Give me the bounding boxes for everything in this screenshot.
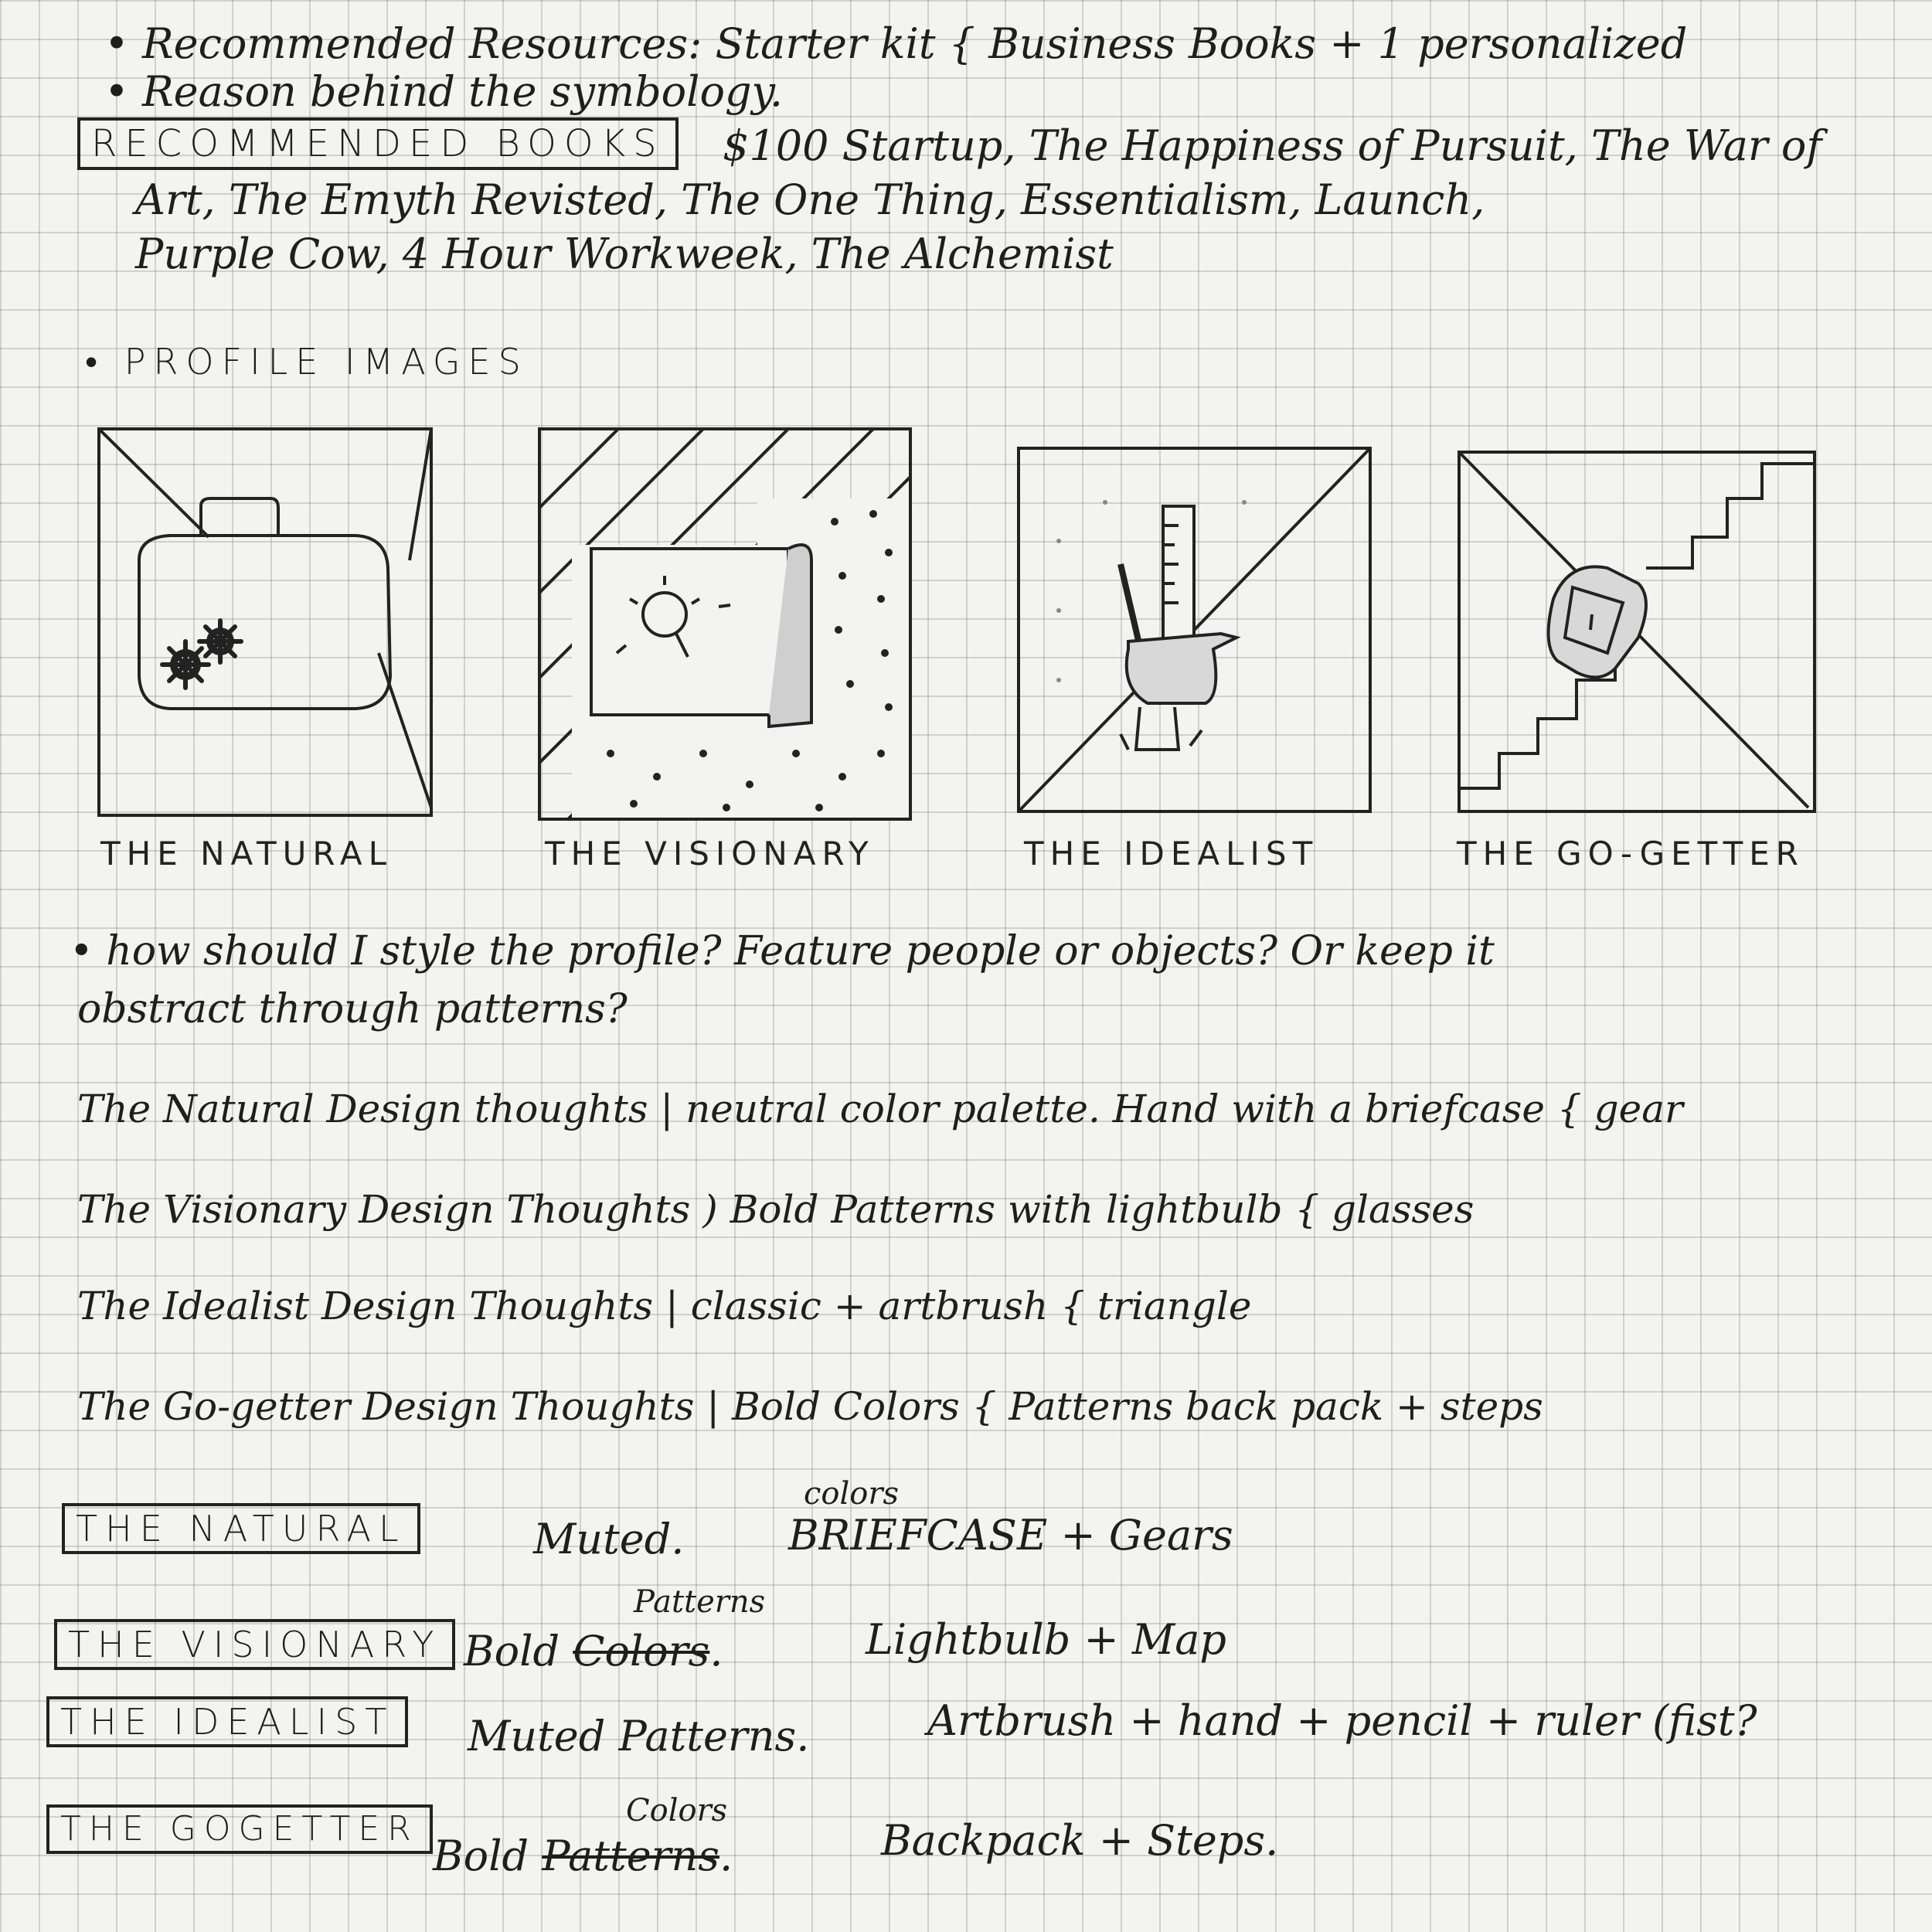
caption-gogetter: THE GO-GETTER	[1457, 835, 1804, 872]
summary-note-natural: colors	[804, 1476, 900, 1512]
summary-struck-gogetter: Patterns	[542, 1832, 719, 1880]
summary-style-post-visionary: .	[709, 1627, 723, 1675]
summary-objects-idealist: Artbrush + hand + pencil + ruler (fist?	[927, 1696, 1757, 1745]
design-thoughts-idealist: The Idealist Design Thoughts | classic + artbrush { triangle	[77, 1284, 1252, 1328]
bullet-symbology: • Reason behind the symbology.	[104, 67, 784, 116]
fist-icon	[1127, 634, 1236, 703]
books-line-1: $100 Startup, The Happiness of Pursuit, The War of	[723, 121, 1822, 170]
idealist-profile-sketch	[1012, 440, 1376, 819]
summary-objects-gogetter: Backpack + Steps.	[881, 1816, 1279, 1865]
summary-style-gogetter	[433, 1832, 733, 1880]
question-line-1: • how should I style the profile? Feature people or objects? Or keep it	[70, 928, 1495, 975]
bullet-resources: • Recommended Resources: Starter kit { Business Books + 1 personalized	[104, 19, 1688, 68]
summary-label-gogetter: THE GOGETTER	[46, 1804, 433, 1854]
books-line-3: Purple Cow, 4 Hour Workweek, The Alchemist	[135, 230, 1114, 278]
design-thoughts-gogetter: The Go-getter Design Thoughts | Bold Colors { Patterns back pack + steps	[77, 1384, 1543, 1429]
recommended-books-label: RECOMMENDED BOOKS	[77, 117, 679, 170]
gogetter-profile-sketch	[1453, 444, 1820, 815]
caption-visionary: THE VISIONARY	[545, 835, 875, 872]
natural-profile-sketch	[93, 421, 440, 823]
summary-label-visionary: THE VISIONARY	[54, 1619, 455, 1670]
caption-natural: THE NATURAL	[100, 835, 393, 872]
design-thoughts-natural: The Natural Design thoughts | neutral color palette. Hand with a briefcase { gear	[77, 1087, 1683, 1131]
summary-style-idealist: Muted Patterns.	[468, 1712, 810, 1760]
summary-label-idealist: THE IDEALIST	[46, 1696, 408, 1747]
summary-note-gogetter: Colors	[626, 1793, 728, 1828]
summary-style-natural: Muted.	[533, 1515, 685, 1563]
question-line-2: obstract through patterns?	[77, 986, 628, 1032]
profile-images-label: • PROFILE IMAGES	[85, 341, 529, 383]
summary-style-pre-visionary: Bold	[464, 1627, 560, 1675]
summary-style-pre-gogetter: Bold	[433, 1832, 529, 1880]
summary-note-visionary: Patterns	[634, 1584, 766, 1620]
books-line-2: Art, The Emyth Revisted, The One Thing, Essentialism, Launch,	[135, 175, 1485, 224]
backpack-icon	[1549, 566, 1646, 677]
summary-style-post-gogetter: .	[719, 1832, 733, 1880]
summary-style-visionary	[464, 1627, 723, 1675]
artbrush-icon	[1136, 707, 1179, 750]
summary-struck-visionary: Colors	[573, 1627, 710, 1675]
design-thoughts-visionary: The Visionary Design Thoughts ) Bold Patterns with lightbulb { glasses	[77, 1187, 1475, 1232]
summary-objects-natural: BRIEFCASE + Gears	[788, 1511, 1233, 1560]
briefcase-icon	[139, 536, 390, 709]
summary-objects-visionary: Lightbulb + Map	[866, 1615, 1226, 1664]
caption-idealist: THE IDEALIST	[1024, 835, 1319, 872]
visionary-profile-sketch	[533, 421, 920, 827]
summary-label-natural: THE NATURAL	[62, 1503, 420, 1554]
